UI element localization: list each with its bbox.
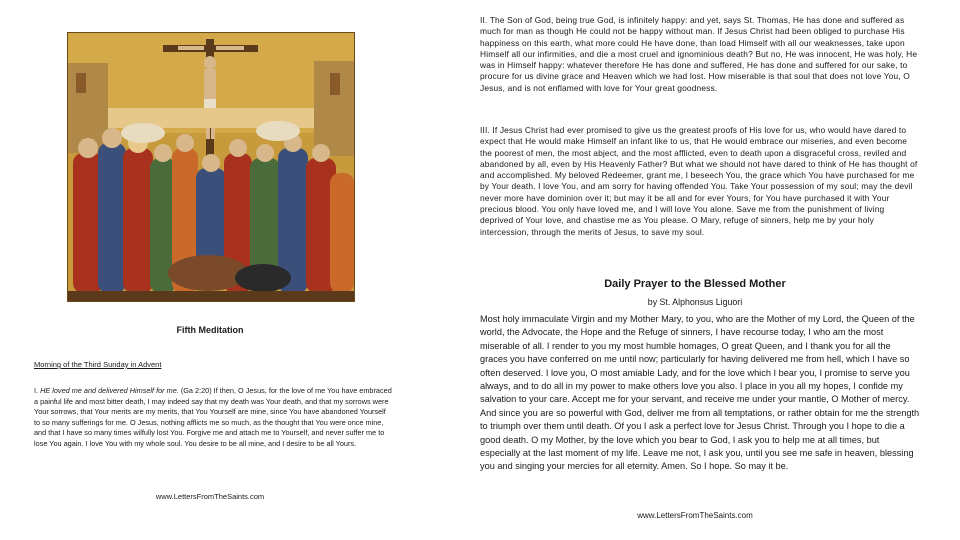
prayer-byline: by St. Alphonsus Liguori: [647, 297, 743, 307]
meditation-paragraph-three: III. If Jesus Christ had ever promised to give us the greatest proofs of His love for us, who would have dared to expect that He would make Himself an infant like to us, that He would embrace our miseries, and even become the poorest of men, the most abject, and the most afflicted, even to death upon a disgraceful cross, reviled and abandoned by all, even by His Heavenly Father? But what we should not have dared to think of He has thought of and accomplished. My beloved Redeemer, grant me, I beseech You, the grace which You have purchased for me by Your death. I love You, and am sorry for having offended You. Take Your possession of my soul; may the devil never more have dominion over it; but may it be all and for ever Yours, for You have purchased it with Your precious blood. You only have loved me, and I will love You alone. Save me from the punishment of living deprived of Your love, and chastise me as You please. O Mary, refuge of sinners, help me by your holy intercession, through the merits of Jesus, to save my soul.: [480, 125, 918, 237]
right-page: [430, 0, 960, 540]
paragraph-body: (Ga 2:20) If then, O Jesus, for the love of me You have embraced a painful life and most bitter death, I may indeed say that my death was Your death, and that my sorrows were Your sorrows, that Your merits are my merits, that You Yourself are mine, since You have abandoned Yourself to so many sufferings for me. O Jesus, nothing afflicts me so much, as the thought that You were once mine, and that I have so many times wilfully lost You. Forgive me and attach me to Yourself, and never suffer me to lose You again. I love You with my whole soul. You desire to be all mine, and I desire to be all Yours.: [34, 386, 392, 448]
meditation-paragraph-two: II. The Son of God, being true God, is infinitely happy: and yet, says St. Thomas, He has done and suffered as much for man as though He could not be happy without man. If Jesus Christ had been obliged to purchase His happiness on this earth, what more could He have done, than load Himself with all our weaknesses, take upon Himself all our infirmities, and die a most cruel and ignominious death? But no, He was innocent, He was holy, He was in Himself happy: whatever therefore He has done and suffered, He has done and suffered for our sake, to procure for us divine grace and Heaven which we had lost. How miserable is that soul that does not love You, O Jesus, and is not enflamed with love for Your great goodness.: [480, 15, 918, 93]
footer-website: www.LettersFromTheSaints.com: [155, 492, 265, 501]
crucifixion-painting-icon: [67, 32, 355, 302]
footer-website: www.LettersFromTheSaints.com: [637, 511, 753, 520]
meditation-title: Fifth Meditation: [176, 325, 244, 335]
morning-heading: Morning of the Third Sunday in Advent: [34, 360, 162, 369]
left-page: [0, 0, 420, 540]
paragraph-lead-quote: HE loved me and delivered Himself for me.: [40, 386, 179, 395]
prayer-body: Most holy immaculate Virgin and my Mother Mary, to you, who are the Mother of my Lord, the Queen of the world, the Advocate, the Hope and the Refuge of sinners, I have recourse today, I who am the most miserable of all. I render to you my most humble homages, O great Queen, and I thank you for all the graces you have conferred on me until now; particularly for having delivered me from hell, which I have so often deserved. I love you, O most amiable Lady, and for the love which I bear you, I promise to serve you always, and to do all in my power to make others love you also. I place in you all my hopes, I confide my salvation to your care. Accept me for your servant, and receive me under your mantle, O Mother of mercy. And since you are so powerful with God, deliver me from all temptations, or rather obtain for me the strength to triumph over them until death. Of you I ask a perfect love for Jesus Christ. Through you I hope to die a good death. O my Mother, by the love which you bear to God, I ask you to help me at all times, but especially at the last moment of my life. Leave me not, I ask you, until you see me safe in heaven, blessing you and singing your mercies for all eternity. Amen. So I hope. So may it be.: [480, 314, 920, 472]
meditation-paragraph-one: [34, 386, 392, 450]
paragraph-numeral: I.: [34, 386, 39, 395]
prayer-title: Daily Prayer to the Blessed Mother: [604, 278, 786, 290]
